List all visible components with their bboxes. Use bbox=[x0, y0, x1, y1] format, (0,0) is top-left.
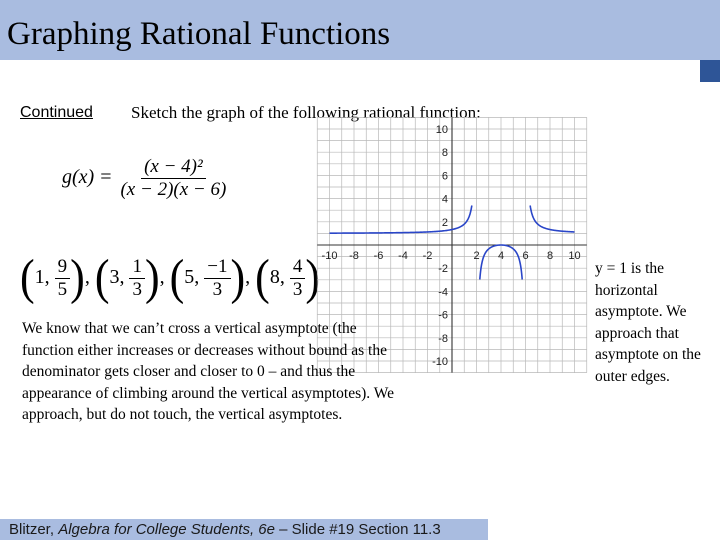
function-name: g(x) bbox=[62, 165, 95, 188]
x-tick-label: -6 bbox=[373, 250, 384, 262]
point-2: (3, $\frac{1}{3}$ ) bbox=[94, 250, 160, 306]
x-tick-label: 4 bbox=[497, 250, 505, 262]
title-rule bbox=[0, 60, 720, 82]
x-tick-label: 8 bbox=[546, 250, 554, 262]
footer-text bbox=[9, 520, 441, 539]
explanation-text: We know that we can’t cross a vertical asymptote (the function either increases or decreases without bound as the denominator gets closer and closer to 0 – and thus the appearance of climbing around the vertical asymptotes). We approach, but do not touch, the vertical asymptotes. bbox=[22, 320, 395, 423]
points-list: (1, $\frac{9}{5}$ ), (3, $\frac{1}{3}$ ), (5, $\frac{-1}{3}$ ), (8, $\frac{4}{3}$ ) bbox=[20, 250, 320, 306]
function-fraction bbox=[117, 156, 229, 201]
point-3: (5, $\frac{-1}{3}$ ) bbox=[169, 250, 246, 306]
x-tick-label: -8 bbox=[349, 250, 359, 262]
x-tick-label: -4 bbox=[398, 250, 408, 262]
slide-title: Graphing Rational Functions bbox=[7, 16, 391, 52]
y-tick-label: 6 bbox=[441, 170, 448, 183]
title-bar bbox=[0, 0, 720, 60]
y-tick-label: 10 bbox=[435, 124, 448, 136]
x-tick-label: 10 bbox=[568, 250, 581, 262]
point-1: (1, $\frac{9}{5}$ ) bbox=[20, 250, 85, 306]
x-tick-label: -10 bbox=[321, 250, 338, 262]
y-tick-label: -8 bbox=[438, 332, 448, 345]
y-tick-label: 4 bbox=[441, 193, 448, 206]
footer-bar bbox=[0, 519, 488, 540]
point-4: (8, $\frac{4}{3}$ ) bbox=[255, 250, 320, 306]
x-tick-label: 2 bbox=[473, 250, 480, 262]
equals-sign: = bbox=[100, 165, 112, 188]
x-tick-label: -2 bbox=[422, 250, 433, 262]
footer-slide: – Slide #19 Section 11.3 bbox=[275, 521, 441, 538]
y-tick-label: -2 bbox=[438, 263, 448, 276]
function-numerator: (x − 4)² bbox=[141, 156, 206, 179]
x-tick-label: 6 bbox=[522, 250, 529, 262]
y-tick-label: -10 bbox=[432, 356, 448, 368]
y-tick-label: -4 bbox=[438, 286, 448, 299]
footer-book: Algebra for College Students, 6e bbox=[58, 521, 275, 538]
y-tick-label: 8 bbox=[441, 147, 448, 160]
function-curve bbox=[530, 206, 574, 232]
y-tick-label: -6 bbox=[438, 309, 448, 322]
prompt-text: Sketch the graph of the following rational function: bbox=[131, 103, 481, 122]
footer-author: Blitzer, bbox=[9, 521, 59, 538]
function-definition bbox=[62, 156, 229, 201]
y-tick-label: 2 bbox=[441, 216, 448, 229]
function-curve bbox=[330, 206, 472, 234]
function-denominator: (x − 2)(x − 6) bbox=[120, 178, 227, 200]
continued-label: Continued bbox=[20, 104, 93, 121]
horizontal-asymptote-note: y = 1 is the horizontal asymptote. We approach that asymptote on the outer edges. bbox=[595, 260, 701, 385]
